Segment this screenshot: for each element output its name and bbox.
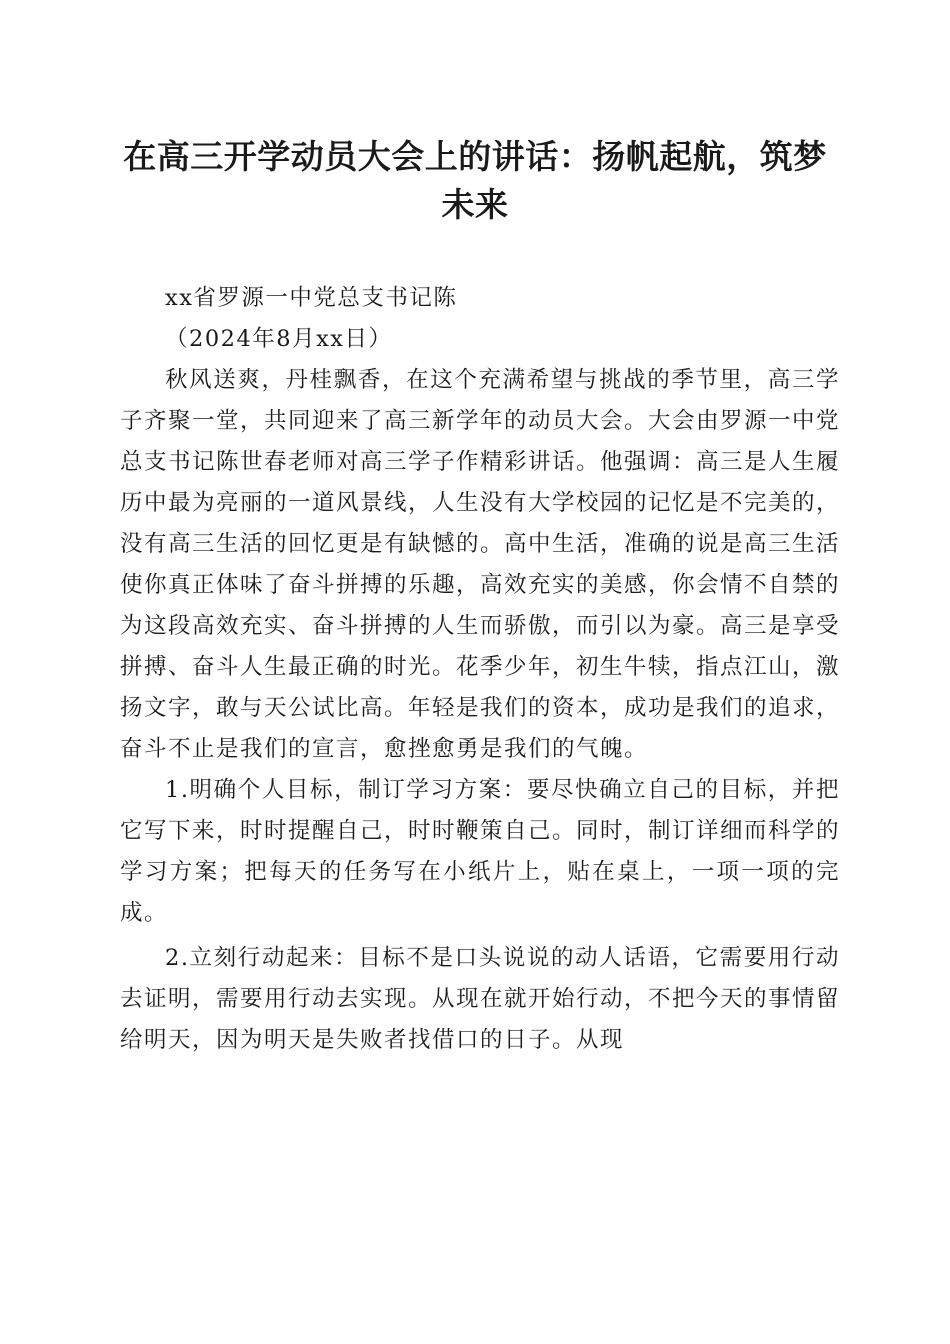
date-line: （2024年8月xx日） (165, 326, 393, 352)
document-title: 在高三开学动员大会上的讲话：扬帆起航，筑梦未来 (123, 137, 827, 224)
paragraph-point-1: 1.明确个人目标，制订学习方案：要尽快确立自己的目标，并把它写下来，时时提醒自己，时时鞭策自己。同时，制订详细而科学的学习方案；把每天的任务写在小纸片上，贴在桌上，一项一项的完成。 (120, 777, 841, 926)
paragraph-point-2: 2.立刻行动起来：目标不是口头说说的动人话语，它需要用行动去证明，需要用行动去实现。从现在就开始行动，不把今天的事情留给明天，因为明天是失败者找借口的日子。从现 (120, 945, 841, 1053)
document-body (120, 278, 840, 1061)
paragraph-intro: 秋风送爽，丹桂飘香，在这个充满希望与挑战的季节里，高三学子齐聚一堂，共同迎来了高三新学年的动员大会。大会由罗源一中党总支书记陈世春老师对高三学子作精彩讲话。他强调：高三是人生履历中最为亮丽的一道风景线，人生没有大学校园的记忆是不完美的，没有高三生活的回忆更是有缺憾的。高中生活，准确的说是高三生活使你真正体味了奋斗拼搏的乐趣，高效充实的美感，你会情不自禁的为这段高效充实、奋斗拼搏的人生而骄傲，而引以为豪。高三是享受拼搏、奋斗人生最正确的时光。花季少年，初生牛犊，指点江山，激扬文字，敢与天公试比高。年轻是我们的资本，成功是我们的追求，奋斗不止是我们的宣言，愈挫愈勇是我们的气魄。 (120, 367, 841, 762)
author-line: xx省罗源一中党总支书记陈 (165, 285, 458, 311)
